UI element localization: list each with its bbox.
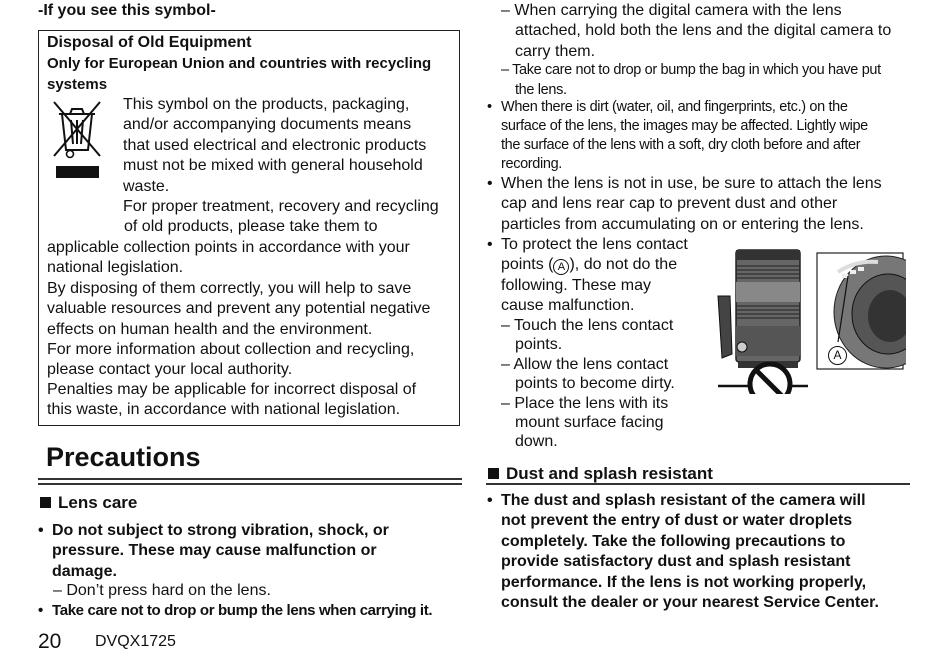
dust-rule [486,483,910,485]
lens-care-heading: Lens care [40,493,137,513]
precautions-title: Precautions [46,442,201,472]
symbol-header: -If you see this symbol- [38,2,216,19]
marker-a-inline: A [553,259,569,275]
section-square-icon [488,468,499,479]
bullet-dirt: • When there is dirt (water, oil, and fingerprints, etc.) on the surface of the lens, the images may be affected. Lightly wipe the surface of the lens with a soft, dry cloth before and after recording. [487,99,868,172]
section-square-icon [40,497,51,508]
disposal-subtitle: Only for European Union and countries with recycling systems [47,55,432,93]
disposal-paragraph-2-continued: applicable collection points in accordance with your national legislation. [47,239,410,277]
disposal-paragraph-1: This symbol on the products, packaging, and/or accompanying documents means that used electrical and electronic products must not be mixed with general household waste. [123,96,427,195]
dash-list-contact: – Touch the lens contact points. – Allow the lens contact points to become dirty. – Place the lens with its mount surface facing down. [501,317,675,451]
disposal-title: Disposal of Old Equipment [47,34,252,51]
bullet-cap: • When the lens is not in use, be sure to attach the lens cap and lens rear cap to prevent dust and other particles from accumulating on or entering the lens. [487,175,882,233]
lens-care-dash-press: – Don’t press hard on the lens. [53,582,271,599]
page-number: 20 [38,630,62,653]
disposal-paragraph-2: For proper treatment, recovery and recycling of old products, please take them to [123,198,439,236]
document-code: DVQX1725 [95,633,176,650]
disposal-paragraph-5: Penalties may be applicable for incorrect disposal of this waste, in accordance with national legislation. [47,381,417,419]
lens-mount-down-illustration [708,246,810,394]
dash-carrying: – When carrying the digital camera with the lens attached, hold both the lens and the digital camera to carry them. [501,2,892,60]
bullet-contact: • To protect the lens contact points ( A ), do not do the following. These may cause malfunction. [487,236,688,315]
precautions-rule-2 [38,483,462,485]
lens-care-bullet-drop: • Take care not to drop or bump the lens when carrying it. [38,602,433,619]
precautions-rule-1 [38,478,462,480]
disposal-paragraph-4: For more information about collection and recycling, please contact your local authority. [47,341,415,379]
dust-heading: Dust and splash resistant [488,464,713,484]
lens-care-bullet-vibration: • Do not subject to strong vibration, shock, or pressure. These may cause malfunction or damage. [38,522,389,580]
dash-bag: – Take care not to drop or bump the bag in which you have put the lens. [501,62,881,99]
marker-a-callout: A [828,346,847,365]
dust-bullet: • The dust and splash resistant of the camera will not prevent the entry of dust or water droplets completely. Take the following precautions to provide satisfactory dust and splash resistant performance. If the lens is not working properly, consult the dealer or your nearest Service Center. [487,492,879,612]
disposal-paragraph-3: By disposing of them correctly, you will help to save valuable resources and prevent any potential negative effects on human health and the environment. [47,280,431,338]
crossed-bin-icon [50,98,104,180]
